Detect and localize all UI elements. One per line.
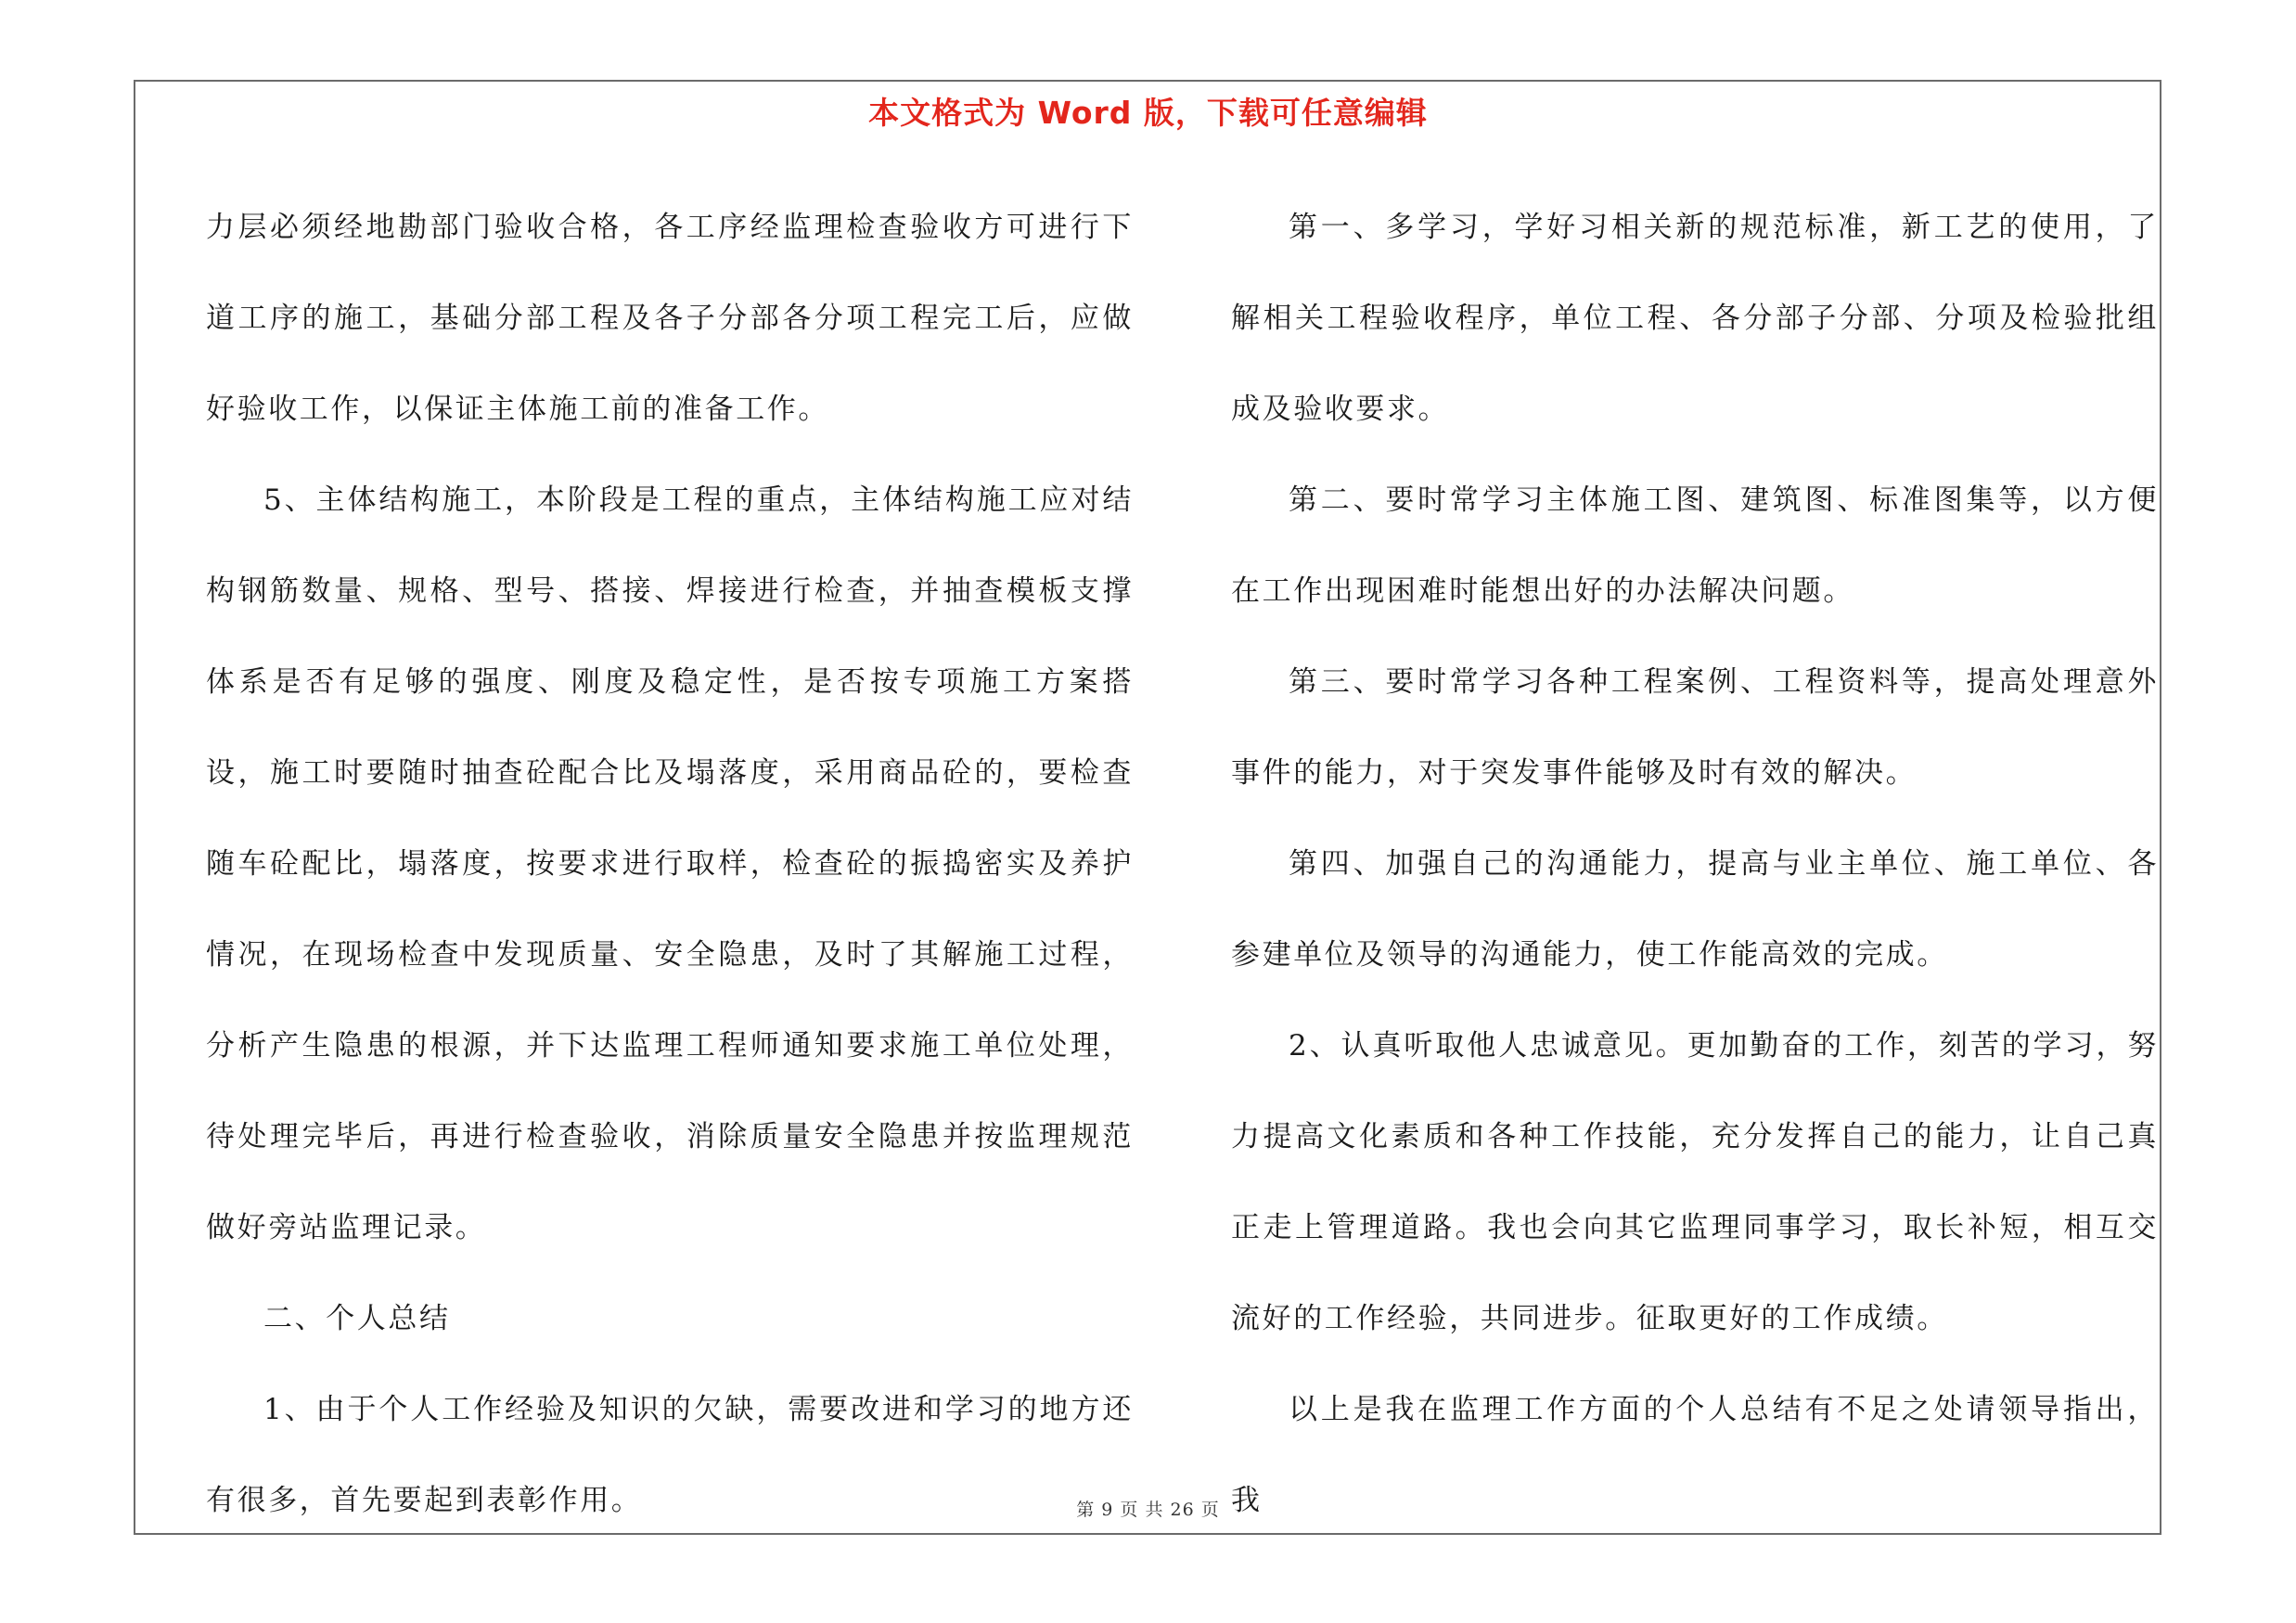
left-paragraph-4: 1、由于个人工作经验及知识的欠缺，需要改进和学习的地方还有很多，首先要起到表彰作用。 <box>206 1393 1134 1517</box>
left-paragraph-1: 力层必须经地勘部门验收合格，各工序经监理检查验收方可进行下道工序的施工，基础分部工程及各子分部各分项工程完工后，应做好验收工作，以保证主体施工前的准备工作。 <box>206 211 1134 426</box>
left-paragraph-2: 5、主体结构施工，本阶段是工程的重点，主体结构施工应对结构钢筋数量、规格、型号、搭接、焊接进行检查，并抽查模板支撑体系是否有足够的强度、刚度及稳定性，是否按专项施工方案搭设，施工时要随时抽查砼配合比及塌落度，采用商品砼的，要检查随车砼配比，塌落度，按要求进行取样，检查砼的振捣密实及养护情况，在现场检查中发现质量、安全隐患，及时了其解施工过程，分析产生隐患的根源，并下达监理工程师通知要求施工单位处理，待处理完毕后，再进行检查验收，消除质量安全隐患并按监理规范做好旁站监理记录。 <box>206 483 1134 1244</box>
right-paragraph-4: 第四、加强自己的沟通能力，提高与业主单位、施工单位、各参建单位及领导的沟通能力，使工作能高效的完成。 <box>1231 847 2159 972</box>
right-paragraph-6: 以上是我在监理工作方面的个人总结有不足之处请领导指出，我 <box>1231 1393 2159 1517</box>
right-column <box>1231 182 2159 1546</box>
right-paragraph-2: 第二、要时常学习主体施工图、建筑图、标准图集等，以方便在工作出现困难时能想出好的办法解决问题。 <box>1231 483 2159 608</box>
section-heading-personal-summary: 二、个人总结 <box>263 1302 451 1335</box>
right-paragraph-3: 第三、要时常学习各种工程案例、工程资料等，提高处理意外事件的能力，对于突发事件能够及时有效的解决。 <box>1231 665 2159 790</box>
left-column <box>206 182 1134 1546</box>
right-paragraph-1: 第一、多学习，学好习相关新的规范标准，新工艺的使用，了解相关工程验收程序，单位工程、各分部子分部、分项及检验批组成及验收要求。 <box>1231 211 2159 426</box>
page-number: 第 9 页 共 26 页 <box>1076 1500 1220 1520</box>
format-banner: 本文格式为 Word 版，下载可任意编辑 <box>868 95 1428 131</box>
right-paragraph-5: 2、认真听取他人忠诚意见。更加勤奋的工作，刻苦的学习，努力提高文化素质和各种工作技能，充分发挥自己的能力，让自己真正走上管理道路。我也会向其它监理同事学习，取长补短，相互交流好的工作经验，共同进步。征取更好的工作成绩。 <box>1231 1029 2159 1335</box>
